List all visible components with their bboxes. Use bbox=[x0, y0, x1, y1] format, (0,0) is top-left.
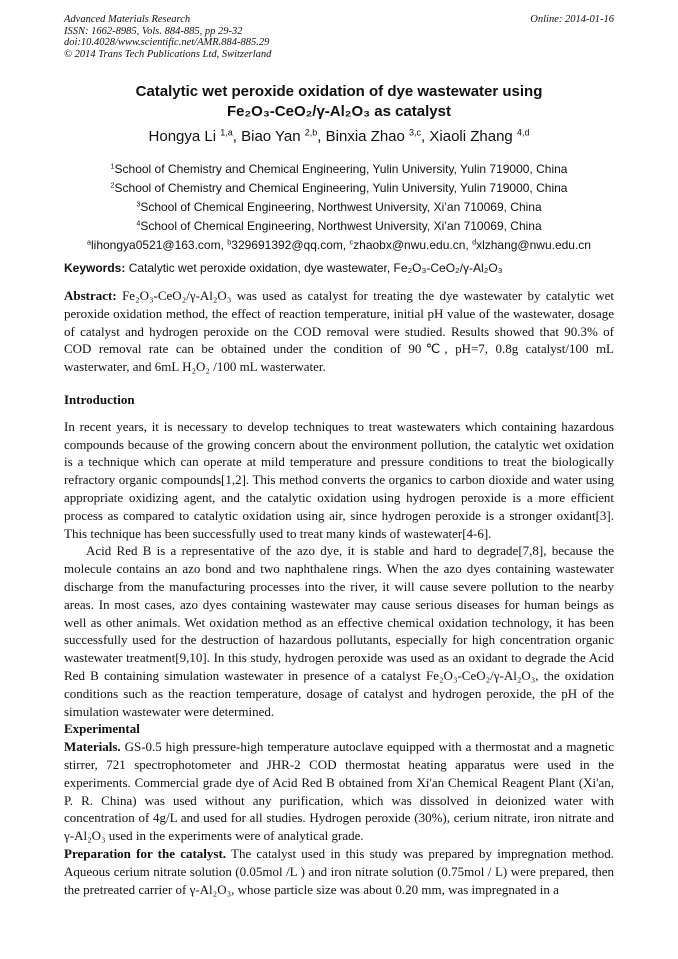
journal-name: Advanced Materials Research bbox=[64, 14, 191, 25]
intro-paragraph: Acid Red B is a representative of the azo dye, it is stable and hard to degrade[7,8], because the molecule contains an azo bond and two naphthalene rings. When the azo dyes containing wastewater discharge from the manufacturing processes into the river, it will cause severe pollution to the nearby areas. In most cases, azo dyes containing wastewater may cause serious diseases for human beings as well as other animals. Wet oxidation method as an effective chemical oxidation technology, it has been successfully used for the destruction of hazardous pollutants, especially for high concentration organic wastewater treatment[9,10]. In this study, hydrogen peroxide was used as an oxidant to degrade the Acid Red B containing simulation wastewater in presence of a catalyst Fe₂O₃-CeO₂/γ-Al₂O₃, the oxidation conditions such as the reaction temperature, dosage of catalyst and hydrogen peroxide, the pH of the simulation wastewater were determined. bbox=[64, 543, 614, 719]
affiliation: $^3$School of Chemical Engineering, Northwest University, Xi’an 710069, China bbox=[136, 199, 542, 214]
journal-header bbox=[64, 14, 271, 60]
online-date: Online: 2014-01-16 bbox=[530, 14, 614, 25]
affiliation: $^4$School of Chemical Engineering, Northwest University, Xi’an 710069, China bbox=[136, 218, 542, 233]
preparation-paragraph: Preparation for the catalyst. The catalyst used in this study was prepared by impregnation method. Aqueous cerium nitrate solution (0.05mol /L ) and iron nitrate solution (0.75mol / L) were prepared, then the pretreated carrier of γ-Al₂O₃, whose particle size was about 0.20 mm, was impregnated in a bbox=[64, 845, 614, 897]
affiliation: $^2$School of Chemistry and Chemical Engineering, Yulin University, Yulin 719000, China bbox=[110, 180, 568, 195]
paper-title bbox=[0, 82, 678, 122]
author: Binxia Zhao $^{3,c}$, bbox=[325, 127, 430, 145]
author: Xiaoli Zhang $^{4,d}$ bbox=[429, 127, 530, 145]
abstract: Abstract: Fe₂O₃-CeO₂/γ-Al₂O₃ was used as catalyst for treating the dye wastewater by catalytic wet peroxide oxidation method, the effect of reaction temperature, initial pH value of the wastewater, dosage of catalyst and hydrogen peroxide on the COD removal were studied. Results showed that 90.3% of COD removal rate can be obtained under the condition of 90℃, pH=7, 0.8g catalyst/100 mL wasterwater, and 6mL H₂O₂ /100 mL wasterwater. bbox=[64, 288, 614, 375]
doi: doi:10.4028/www.scientific.net/AMR.884-885.29 bbox=[64, 37, 270, 48]
introduction-heading: Introduction bbox=[64, 391, 135, 407]
intro-paragraph: In recent years, it is necessary to develop techniques to treat wastewaters which containing hazardous compounds because of the growing concern about the environment pollution, the catalytic wet oxidation is a technique which can operate at mild temperature and pressure conditions to treat the biologically refractory organic compounds[1,2]. This method converts the organics to carbon dioxide and water using appropriate oxidizing agent, and the catalytic oxidation using hydrogen peroxide is a more efficient process as compared to catalytic oxidation using air, since hydrogen peroxide is a stronger oxidant[3]. This technique has been successfully used to treat many kinds of wastewater[4-6]. bbox=[64, 418, 614, 541]
emails: $^a$lihongya0521@163.com, $^b$329691392@qq.com, $^c$zhaobx@nwu.edu.cn, $^d$xlzhang@nwu.edu.cn bbox=[87, 237, 591, 252]
affiliation: $^1$School of Chemistry and Chemical Engineering, Yulin University, Yulin 719000, China bbox=[110, 161, 568, 176]
author: Biao Yan $^{2,b}$, bbox=[241, 127, 326, 145]
copyright: © 2014 Trans Tech Publications Ltd, Switzerland bbox=[64, 48, 272, 60]
issn: ISSN: 1662-8985, Vols. 884-885, pp 29-32 bbox=[64, 25, 243, 37]
title-line: Catalytic wet peroxide oxidation of dye wastewater using bbox=[135, 83, 543, 100]
title-line: Fe₂O₃-CeO₂/γ-Al₂O₃ as catalyst bbox=[227, 103, 451, 120]
author: Hongya Li $^{1,a}$, bbox=[148, 127, 242, 145]
author-list bbox=[0, 128, 678, 145]
paper-body bbox=[64, 287, 614, 898]
experimental-heading: Experimental bbox=[64, 721, 140, 737]
materials-paragraph: Materials. GS-0.5 high pressure-high temperature autoclave equipped with a thermostat and a magnetic stirrer, 721 spectrophotometer and JHR-2 COD thermostat heating apparatus were used in the experiments. Commercial grade dye of Acid Red B obtained from Xi'an Chemical Reagent Plant (Xi'an, P. R. China) was used without any purification, which was dissolved in deionized water with concentration of 4g/L and used for all studies. Hydrogen peroxide (30%), cerium nitrate, iron nitrate and γ-Al₂O₃ used in the experiments were of analytical grade. bbox=[64, 739, 614, 844]
affiliations bbox=[0, 160, 678, 255]
keywords: Keywords: Catalytic wet peroxide oxidation, dye wastewater, Fe₂O₃-CeO₂/γ-Al₂O₃ bbox=[64, 261, 503, 275]
